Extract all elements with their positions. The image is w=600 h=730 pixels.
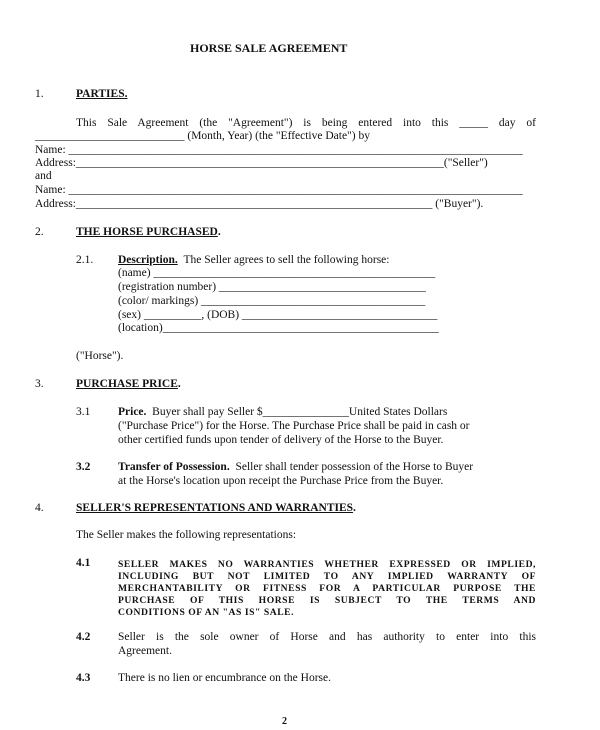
item-3-1-label: Price. xyxy=(118,406,147,418)
item-4-3-line-1: There is no lien or encumbrance on the Horse. xyxy=(118,672,331,684)
parties-intro-line-1: This Sale Agreement (the "Agreement") is being entered into this _____ day of xyxy=(76,117,536,129)
parties-intro-line-2: __________________________ (Month, Year) (the "Effective Date") by xyxy=(35,130,370,142)
item-3-2-line-1 xyxy=(118,461,473,474)
item-4-1-line-3: MERCHANTABILITY OR FITNESS FOR A PARTICULAR PURPOSE THE xyxy=(118,583,536,594)
item-3-1-line-1 xyxy=(118,406,447,419)
section-4-number: 4. xyxy=(35,502,44,514)
section-4-heading-end: . xyxy=(353,502,356,514)
section-1-heading: PARTIES. xyxy=(76,88,128,100)
seller-address-line: Address:________________________________________________________________("Seller") xyxy=(35,157,488,169)
item-2-1-text: The Seller agrees to sell the following horse: xyxy=(183,254,390,266)
horse-location-line: (location)________________________________________________ xyxy=(118,322,439,334)
page-number: 2 xyxy=(282,716,287,727)
seller-name-line: Name: _______________________________________________________________________________ xyxy=(35,144,523,156)
item-4-2-line-1: Seller is the sole owner of Horse and has authority to enter into this xyxy=(118,631,536,643)
section-2-heading: THE HORSE PURCHASED xyxy=(76,226,218,238)
section-4-heading: SELLER'S REPRESENTATIONS AND WARRANTIES xyxy=(76,502,354,514)
buyer-name-line: Name: _______________________________________________________________________________ xyxy=(35,184,523,196)
item-3-2-label: Transfer of Possession. xyxy=(118,461,230,473)
item-3-1-text: Buyer shall pay Seller $_______________United States Dollars xyxy=(152,406,448,418)
item-4-1-number: 4.1 xyxy=(76,557,91,569)
item-4-1-line-4: PURCHASE OF THIS HORSE IS SUBJECT TO THE TERMS AND xyxy=(118,595,536,606)
item-4-1-line-2: INCLUDING BUT NOT LIMITED TO ANY IMPLIED WARRANTY OF xyxy=(118,571,536,582)
horse-sex-dob-line: (sex) __________, (DOB) __________________________________ xyxy=(118,309,438,321)
item-4-1-line-5: CONDITIONS OF AN "AS IS" SALE. xyxy=(118,607,295,618)
buyer-address-line: Address:______________________________________________________________ ("Buyer"). xyxy=(35,198,484,210)
item-4-3-number: 4.3 xyxy=(76,672,91,684)
horse-color-line: (color/ markings) _______________________________________ xyxy=(118,295,426,307)
and-text: and xyxy=(35,170,52,182)
section-4-heading-wrap xyxy=(76,502,356,515)
section-3-heading-end: . xyxy=(177,378,181,390)
horse-definition: ("Horse"). xyxy=(76,350,124,362)
item-3-1-number: 3.1 xyxy=(76,406,91,418)
item-4-2-line-2: Agreement. xyxy=(118,645,172,657)
item-2-1-text-wrap xyxy=(118,254,389,267)
section-2-heading-wrap xyxy=(76,226,221,239)
item-4-1-line-1: SELLER MAKES NO WARRANTIES WHETHER EXPRESSED OR IMPLIED, xyxy=(118,559,536,570)
horse-registration-line: (registration number) ____________________________________ xyxy=(118,281,426,293)
section-1-number: 1. xyxy=(35,88,44,100)
section-2-number: 2. xyxy=(35,226,44,238)
representations-intro: The Seller makes the following representations: xyxy=(76,529,297,541)
document-title: HORSE SALE AGREEMENT xyxy=(190,41,348,55)
item-3-1-line-3: other certified funds upon tender of delivery of the Horse to the Buyer. xyxy=(118,434,444,446)
section-3-heading: PURCHASE PRICE xyxy=(76,378,178,390)
section-2-heading-end: . xyxy=(217,226,221,238)
section-3-number: 3. xyxy=(35,378,44,390)
item-3-2-number: 3.2 xyxy=(76,461,91,473)
item-3-2-text: Seller shall tender possession of the Horse to Buyer xyxy=(235,461,474,473)
item-4-2-number: 4.2 xyxy=(76,631,91,643)
section-3-heading-wrap xyxy=(76,378,181,391)
item-3-1-line-2: ("Purchase Price") for the Horse. The Purchase Price shall be paid in cash or xyxy=(118,420,470,432)
item-2-1-label: Description. xyxy=(118,254,178,266)
item-2-1-number: 2.1. xyxy=(76,254,94,266)
item-3-2-line-2: at the Horse's location upon receipt the Purchase Price from the Buyer. xyxy=(118,475,444,487)
horse-name-line: (name) _________________________________________________ xyxy=(118,267,436,279)
